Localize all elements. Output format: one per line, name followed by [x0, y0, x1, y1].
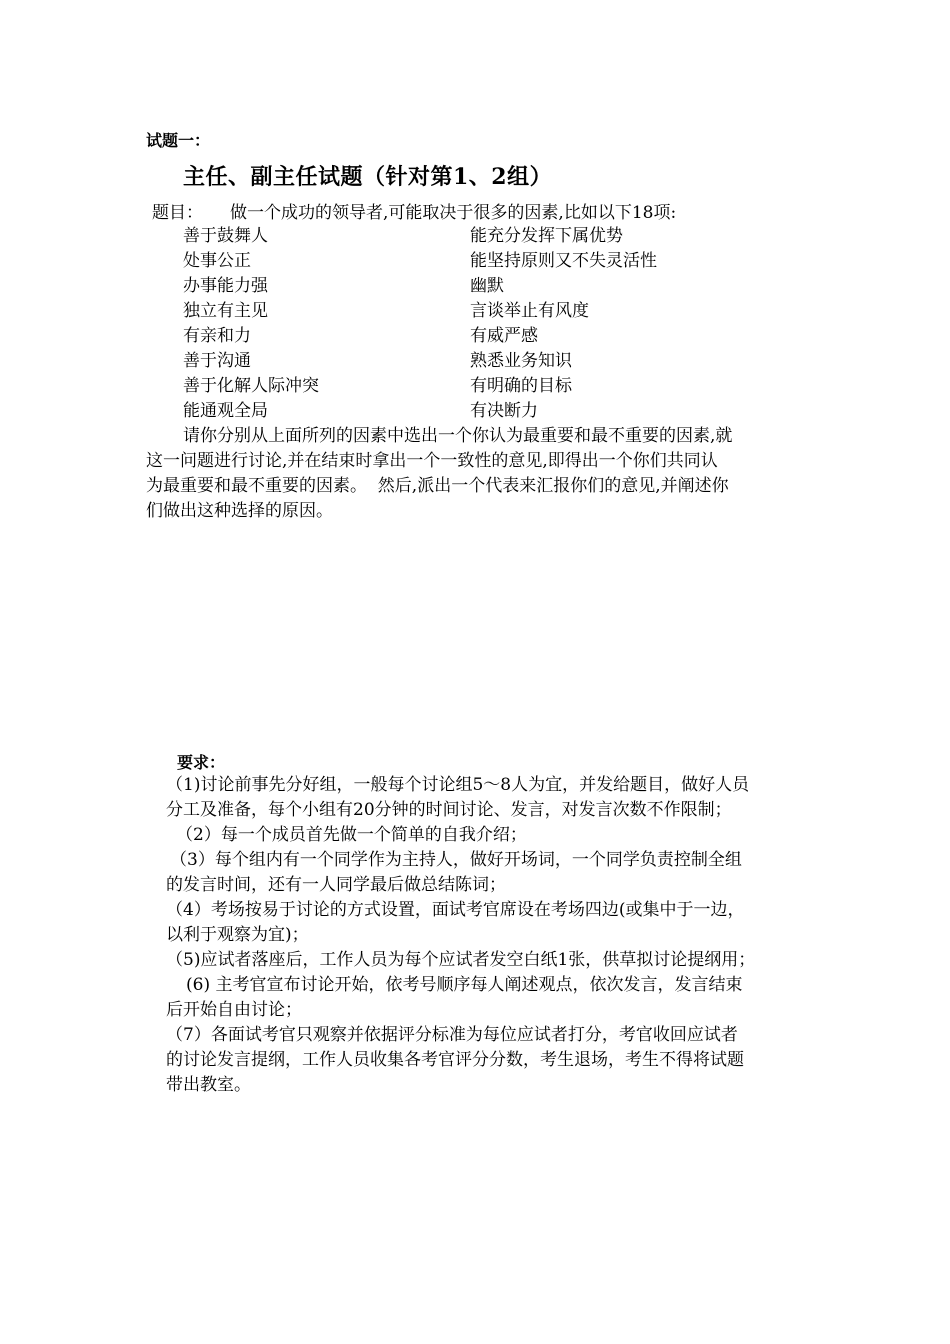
- factor-item: 能充分发挥下属优势: [470, 226, 623, 246]
- factor-item: 善于鼓舞人: [183, 226, 268, 246]
- requirement-7: [166, 1023, 826, 1098]
- factor-item: 能坚持原则又不失灵活性: [470, 251, 657, 271]
- main-title: 主任、副主任试题（针对第1、2组）: [183, 164, 553, 190]
- requirement-line: (6) 主考官宣布讨论开始，依考号顺序每人阐述观点，依次发言，发言结束: [186, 975, 743, 995]
- factor-item: 熟悉业务知识: [470, 351, 572, 371]
- factor-item: 有决断力: [470, 401, 538, 421]
- factor-item: 幽默: [470, 276, 504, 296]
- factors-left-column: [183, 224, 319, 424]
- requirement-line: （7）各面试考官只观察并依据评分标准为每位应试者打分，考官收回应试者: [166, 1025, 738, 1045]
- requirement-line: （3）每个组内有一个同学作为主持人，做好开场词，一个同学负责控制全组: [170, 850, 742, 870]
- requirement-5: [166, 948, 826, 973]
- requirement-line: （2）每一个成员首先做一个简单的自我介绍；: [176, 825, 527, 845]
- question-intro: 题目： 做一个成功的领导者,可能取决于很多的因素,比如以下18项:: [152, 203, 677, 223]
- requirements-title: 要求：: [177, 753, 226, 772]
- instruction-paragraph: [146, 424, 826, 524]
- requirement-line: 后开始自由讨论；: [166, 1000, 302, 1020]
- requirement-line: 带出教室。: [166, 1075, 251, 1095]
- factor-item: 有亲和力: [183, 326, 251, 346]
- section-label: 试题一：: [146, 131, 211, 150]
- requirement-2: [166, 823, 826, 848]
- requirement-1: [166, 773, 826, 823]
- requirement-3: [166, 848, 826, 898]
- requirement-4: [166, 898, 826, 948]
- requirements-list: [166, 773, 826, 1098]
- factor-item: 善于化解人际冲突: [183, 376, 319, 396]
- instruction-line: 为最重要和最不重要的因素。 然后,派出一个代表来汇报你们的意见,并阐述你: [146, 476, 729, 496]
- factor-item: 独立有主见: [183, 301, 268, 321]
- instruction-line: 请你分别从上面所列的因素中选出一个你认为最重要和最不重要的因素,就: [183, 426, 733, 446]
- requirement-line: （1)讨论前事先分好组，一般每个讨论组5～8人为宜，并发给题目，做好人员: [166, 775, 750, 795]
- factor-item: 善于沟通: [183, 351, 251, 371]
- instruction-line: 这一问题进行讨论,并在结束时拿出一个一致性的意见,即得出一个你们共同认: [146, 451, 718, 471]
- requirement-line: 以利于观察为宜)；: [166, 925, 309, 945]
- factor-item: 能通观全局: [183, 401, 268, 421]
- requirement-6: [166, 973, 826, 1023]
- factor-item: 有明确的目标: [470, 376, 572, 396]
- instruction-line: 们做出这种选择的原因。: [146, 501, 333, 521]
- requirement-line: 分工及准备，每个小组有20分钟的时间讨论、发言，对发言次数不作限制；: [166, 800, 732, 820]
- factor-item: 言谈举止有风度: [470, 301, 589, 321]
- factors-right-column: [470, 224, 657, 424]
- factor-item: 办事能力强: [183, 276, 268, 296]
- requirement-line: 的讨论发言提纲，工作人员收集各考官评分分数，考生退场，考生不得将试题: [166, 1050, 744, 1070]
- requirement-line: （5)应试者落座后，工作人员为每个应试者发空白纸1张，供草拟讨论提纲用；: [166, 950, 756, 970]
- factor-item: 处事公正: [183, 251, 251, 271]
- requirement-line: （4）考场按易于讨论的方式设置，面试考官席设在考场四边(或集中于一边，: [166, 900, 745, 920]
- requirement-line: 的发言时间，还有一人同学最后做总结陈词；: [166, 875, 506, 895]
- factor-item: 有威严感: [470, 326, 538, 346]
